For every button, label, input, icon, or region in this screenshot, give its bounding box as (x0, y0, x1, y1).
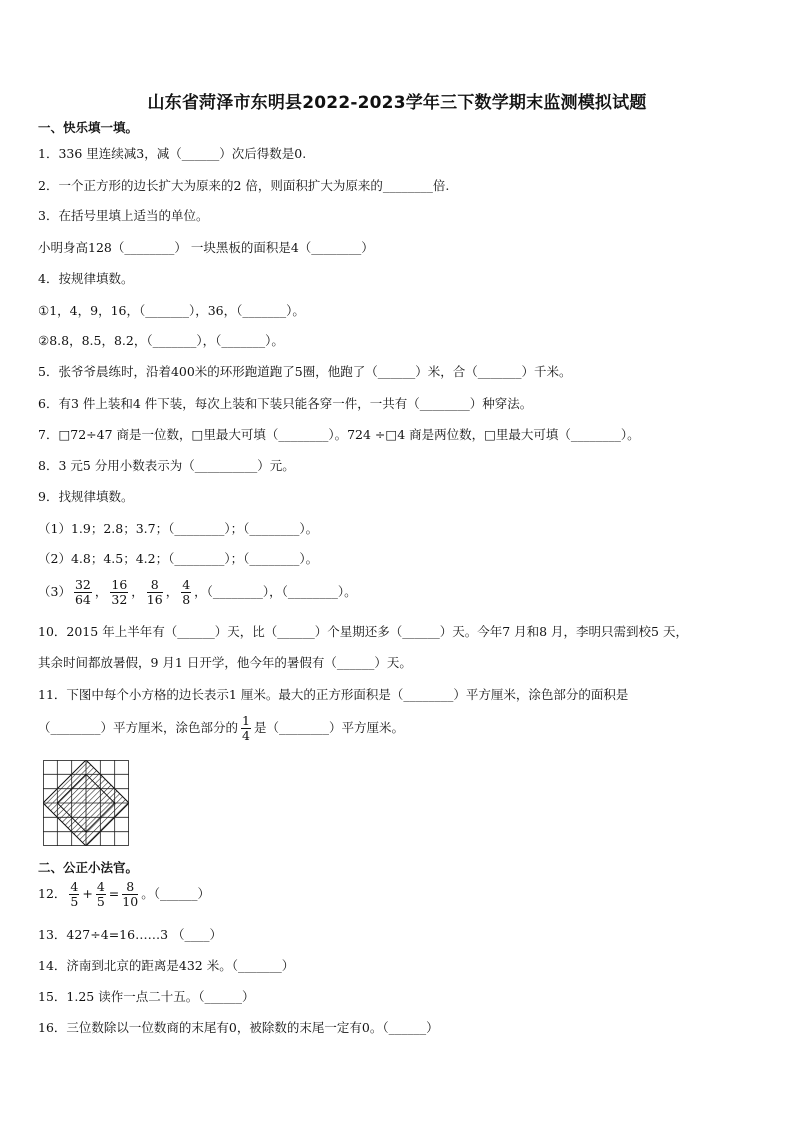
question-11-line-2-pre: （________）平方厘米，涂色部分的 (38, 720, 239, 735)
fraction-4-5 (69, 880, 79, 909)
question-4: 4．按规律填数。 (38, 271, 134, 286)
equals-sign: = (108, 886, 120, 901)
question-12-tail: 。（______） (141, 886, 210, 901)
question-9-part-1: （1）1.9；2.8；3.7；（________）；（________）。 (38, 521, 319, 536)
question-2: 2．一个正方形的边长扩大为原来的2 倍，则面积扩大为原来的________倍. (38, 178, 450, 193)
question-15: 15．1.25 读作一点二十五。（______） (38, 989, 255, 1004)
fraction-numerator: 4 (96, 879, 105, 894)
question-11-line-2 (38, 714, 404, 743)
question-9-part-3-suffix: ，（________），（________）。 (194, 584, 357, 599)
question-12 (38, 880, 210, 909)
section-1-heading: 一、快乐填一填。 (38, 120, 139, 135)
fraction-32-64 (74, 578, 92, 607)
fraction-denominator: 64 (74, 592, 91, 607)
question-3: 3．在括号里填上适当的单位。 (38, 208, 209, 223)
question-9-part-2: （2）4.8；4.5；4.2；（________）；（________）。 (38, 551, 319, 566)
question-5: 5．张爷爷晨练时，沿着400米的环形跑道跑了5圈，他跑了（______）米，合（_______）千米。 (38, 364, 572, 379)
question-13: 13．427÷4=16……3 （____） (38, 927, 222, 942)
question-11-line-1: 11．下图中每个小方格的边长表示1 厘米。最大的正方形面积是（________）平方厘米，涂色部分的面积是 (38, 687, 629, 702)
fraction-numerator: 8 (122, 880, 138, 895)
fraction-16-32 (110, 578, 128, 607)
question-9: 9．找规律填数。 (38, 489, 134, 504)
question-6: 6．有3 件上装和4 件下装，每次上装和下装只能各穿一件，一共有（________）种穿法。 (38, 396, 533, 411)
question-14: 14．济南到北京的距离是432 米。（_______） (38, 958, 295, 973)
question-7: 7．□72÷47 商是一位数，□里最大可填（________）。724 ÷□4 商是两位数，□里最大可填（________）。 (38, 427, 640, 442)
question-4-part-1: ①1，4，9，16，（_______），36，（_______）。 (38, 303, 305, 318)
fraction-denominator: 5 (96, 894, 105, 909)
question-10-line-2: 其余时间都放暑假，9 月1 日开学，他今年的暑假有（______）天。 (38, 655, 412, 670)
grid-lines (43, 760, 129, 846)
fraction-numerator: 4 (182, 577, 191, 592)
fraction-8-10 (122, 880, 138, 909)
fraction-denominator: 16 (146, 592, 163, 607)
fraction-4-8 (181, 578, 191, 607)
question-11-line-2-post: 是（________）平方厘米。 (253, 720, 404, 735)
question-9-part-3-prefix: （3） (38, 584, 71, 599)
fraction-4-5 (96, 880, 106, 909)
question-4-part-2: ②8.8，8.5，8.2，（_______），（_______）。 (38, 333, 284, 348)
question-3-body: 小明身高128（________） 一块黑板的面积是4（________） (38, 240, 374, 255)
question-8: 8．3 元5 分用小数表示为（__________）元。 (38, 458, 295, 473)
fraction-numerator: 4 (70, 879, 79, 894)
question-10-line-1: 10．2015 年上半年有（______）天，比（______）个星期还多（______）天。今年7 月和8 月，李明只需到校5 天， (38, 624, 688, 639)
fraction-denominator: 4 (242, 728, 250, 743)
fraction-numerator: 1 (242, 713, 250, 728)
section-2-heading: 二、公正小法官。 (38, 860, 139, 875)
square-grid-figure (43, 760, 129, 846)
fraction-1-4 (241, 714, 251, 743)
question-12-number: 12． (38, 886, 67, 901)
fraction-denominator: 8 (182, 592, 191, 607)
plus-sign: + (82, 886, 93, 901)
fraction-numerator: 8 (147, 578, 163, 593)
fraction-8-16 (147, 578, 163, 607)
fraction-numerator: 16 (111, 577, 128, 592)
question-16: 16．三位数除以一位数商的末尾有0，被除数的末尾一定有0。（______） (38, 1020, 439, 1035)
fraction-denominator: 5 (70, 894, 79, 909)
question-9-part-3: （3） $\frac{32}{64}$ ， $\frac{16}{32}$ ， $\frac{8}{16}$ ， $\frac{4}{8}$ ，（________），（________）。 (38, 577, 357, 607)
page-title: 山东省菏泽市东明县2022-2023学年三下数学期末监测模拟试题 (147, 93, 647, 113)
fraction-denominator: 32 (111, 592, 128, 607)
question-1: 1．336 里连续减3，减（______）次后得数是0. (38, 146, 307, 161)
fraction-numerator: 32 (74, 577, 91, 592)
fraction-denominator: 10 (122, 894, 139, 909)
